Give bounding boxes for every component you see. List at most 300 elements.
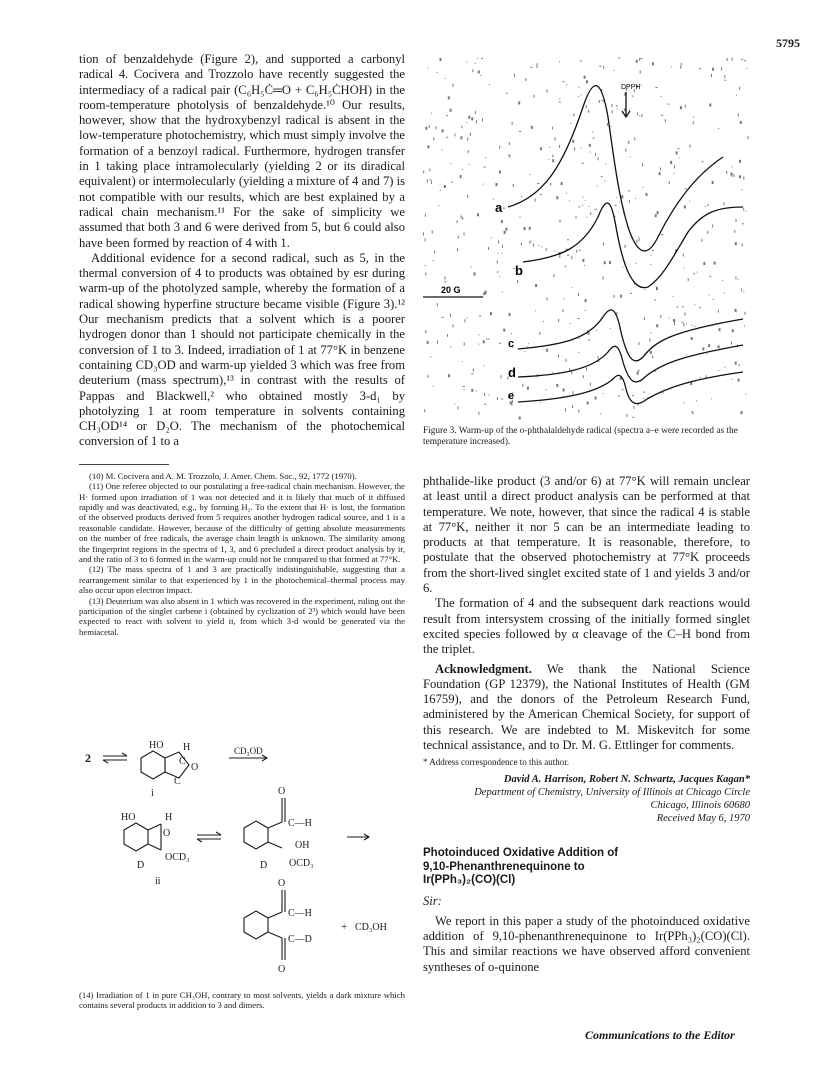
grid-dot <box>590 212 591 215</box>
grid-dot <box>440 58 442 61</box>
grid-dot <box>480 75 481 76</box>
grid-dot <box>433 260 434 261</box>
grid-dot <box>589 144 591 147</box>
atom-ho: HO <box>121 812 136 823</box>
grid-dot <box>566 249 568 250</box>
grid-dot <box>472 69 473 72</box>
grid-dot <box>552 372 553 373</box>
grid-dot <box>564 298 565 299</box>
grid-dot <box>476 390 477 391</box>
grid-dot <box>643 392 645 393</box>
grid-dot <box>427 375 428 378</box>
grid-dot <box>743 292 744 293</box>
grid-dot <box>578 293 579 296</box>
grid-dot <box>563 81 565 82</box>
grid-dot <box>497 272 499 273</box>
grid-dot <box>595 397 597 400</box>
grid-dot <box>696 400 697 401</box>
grid-dot <box>650 332 651 333</box>
grid-dot <box>574 148 575 151</box>
grid-dot <box>462 361 463 362</box>
grid-dot <box>714 262 716 265</box>
grid-dot <box>440 190 441 191</box>
grid-dot <box>474 272 476 275</box>
grid-dot <box>638 342 639 345</box>
grid-dot <box>444 281 446 282</box>
left-column <box>79 52 405 637</box>
paragraph: Additional evidence for a second radical, such as 5, in the thermal conversion of 4 to products was obtained by esr during warm-up of the photolyzed sample, whereby the formation of a radical showing hyperfine structure became visible (Figure 3).¹² Our mechanism predicts that a solvent which is a poorer hydrogen donor than 1 should not participate chemically in the conversion of 1 to 3. Indeed, irradiation of 1 at 77°K in benzene containing CD₃OD and warm-up yielded 3 which was free from deuterium (mass spectrum),¹³ in contrast with the results of Pappas and Blackwell,² who obtained mostly 3-d₁ by photolyzing 1 at room temperature in solvents containing CH₃OD¹⁴ or D₂O. The mechanism of the photochemical conversion of 1 to a <box>79 250 405 449</box>
grid-dot <box>682 306 684 307</box>
grid-dot <box>641 84 642 85</box>
grid-dot <box>442 129 444 132</box>
grid-dot <box>734 230 735 233</box>
atom-o: O <box>278 878 286 889</box>
grid-dot <box>521 196 522 197</box>
grid-dot <box>425 127 427 130</box>
grid-dot <box>448 374 450 377</box>
grid-dot <box>484 404 486 405</box>
grid-dot <box>518 102 520 105</box>
grid-dot <box>466 122 467 123</box>
grid-dot <box>570 323 571 324</box>
grid-dot <box>638 370 640 371</box>
grid-dot <box>571 123 572 124</box>
reagent-label: CD₃OD <box>234 746 263 756</box>
grid-dot <box>468 150 469 153</box>
grid-dot <box>556 196 558 199</box>
grid-dot <box>483 340 485 343</box>
grid-dot <box>744 312 745 315</box>
grid-dot <box>566 84 567 85</box>
paragraph: The formation of 4 and the subsequent dark reactions would result from intersystem crossing of the initially formed singlet excited species followed by α cleavage of the C–H bond from the triplet. <box>423 596 750 657</box>
grid-dot <box>610 328 611 329</box>
grid-dot <box>484 365 485 366</box>
grid-dot <box>464 232 465 235</box>
grid-dot <box>578 96 579 97</box>
grid-dot <box>695 326 696 327</box>
grid-dot <box>519 417 521 420</box>
grid-dot <box>447 334 448 337</box>
grid-dot <box>566 359 567 362</box>
grid-dot <box>530 174 531 175</box>
grid-dot <box>537 183 539 184</box>
grid-dot <box>462 169 463 170</box>
grid-dot <box>559 255 560 258</box>
grid-dot <box>444 185 446 188</box>
grid-dot <box>620 295 622 298</box>
grid-dot <box>425 273 426 276</box>
grid-dot <box>643 187 644 188</box>
grid-dot <box>425 265 426 266</box>
grid-dot <box>586 80 588 83</box>
grid-dot <box>718 310 719 313</box>
grid-dot <box>535 310 536 311</box>
right-column <box>423 474 750 975</box>
grid-dot <box>632 395 634 396</box>
spectrum-trace <box>518 310 743 361</box>
grid-dot <box>726 171 727 174</box>
grid-dot <box>685 105 686 108</box>
grid-dot <box>638 237 639 238</box>
atom-h: H <box>183 742 191 753</box>
grid-dot <box>477 213 479 216</box>
grid-dot <box>686 354 687 355</box>
grid-dot <box>567 239 569 240</box>
grid-dot <box>699 377 700 378</box>
grid-dot <box>719 328 721 331</box>
grid-dot <box>525 351 526 352</box>
grid-dot <box>511 333 512 334</box>
paragraph: tion of benzaldehyde (Figure 2), and supported a carbonyl radical 4. Cocivera and Trozzolo have recently suggested the intermediacy of a radical pair (C₆H₅Ċ═O + C₆H₅ĊHOH) in the room-temperature photolysis of benzaldehyde.¹⁰ Our results, however, show that the hydroxybenzyl radical is absent in the low-temperature photochemistry, which must simply involve the formation of a benzoyl radical. Furthermore, hydrogen transfer in 1 taking place intramolecularly (yielding 2 or its diradical equivalent) or intermolecularly (yielding a mixture of 4 and 7) is not compatible with our results, which are best explained by a radical chain mechanism.¹¹ For the sake of simplicity we assumed that both 3 and 6 were derived from 5, but 6 could also have been formed by reaction of 4 with 1. <box>79 52 405 250</box>
grid-dot <box>540 194 542 195</box>
grid-dot <box>540 402 541 403</box>
grid-dot <box>583 375 584 378</box>
grid-dot <box>446 137 448 138</box>
grid-dot <box>643 398 644 399</box>
grid-dot <box>471 389 473 392</box>
grid-dot <box>425 239 426 242</box>
grid-dot <box>701 239 702 242</box>
grid-dot <box>731 173 733 176</box>
grid-dot <box>453 324 454 327</box>
grid-dot <box>636 240 637 243</box>
grid-dot <box>424 409 425 412</box>
grid-dot <box>744 60 746 61</box>
trace-label-e: e <box>508 390 515 402</box>
grid-dot <box>613 70 614 71</box>
grid-dot <box>711 74 712 77</box>
grid-dot <box>713 299 714 300</box>
grid-dot <box>587 330 588 331</box>
grid-dot <box>565 409 566 412</box>
grid-dot <box>541 247 542 248</box>
grid-dot <box>504 231 506 234</box>
grid-dot <box>674 322 675 325</box>
grid-dot <box>639 238 640 241</box>
grid-dot <box>617 197 618 198</box>
grid-dot <box>552 159 554 162</box>
grid-dot <box>603 66 604 69</box>
grid-dot <box>660 168 661 171</box>
grid-dot <box>476 120 477 123</box>
compound-label-i: i <box>151 788 154 799</box>
grid-dot <box>639 58 640 61</box>
spectrum-trace <box>523 203 743 288</box>
grid-dot <box>499 343 501 344</box>
grid-dot <box>733 174 734 177</box>
grid-dot <box>428 68 429 69</box>
grid-dot <box>433 386 434 387</box>
grid-dot <box>582 259 584 262</box>
grid-dot <box>656 324 658 327</box>
grid-dot <box>739 87 740 90</box>
grid-dot <box>533 244 534 247</box>
grid-dot <box>630 156 631 157</box>
paragraph: phthalide-like product (3 and/or 6) at 77°K will remain unclear at least until a direct product analysis can be performed at that temperature. We note, however, that since the radical 4 is stable at 77°K, neither it nor 5 can be an intermediate leading to products at that temperature. It is reasonable, therefore, to postulate that the observed photochemistry at 77°K proceeds from the short-lived singlet excited state of 1 and yields 3 and/or 6. <box>423 474 750 596</box>
grid-dot <box>690 145 691 148</box>
grid-dot <box>562 309 563 312</box>
grid-dot <box>460 175 462 178</box>
grid-dot <box>684 402 685 403</box>
grid-dot <box>703 262 705 265</box>
grid-dot <box>559 102 561 103</box>
grid-dot <box>676 151 678 154</box>
grid-dot <box>579 87 580 88</box>
grid-dot <box>475 111 476 114</box>
grid-dot <box>735 362 737 365</box>
grid-dot <box>693 273 695 274</box>
grid-dot <box>470 133 471 136</box>
grid-dot <box>691 337 693 340</box>
grid-dot <box>693 117 694 118</box>
grid-dot <box>527 387 529 390</box>
grid-dot <box>712 224 713 227</box>
grid-dot <box>546 248 547 251</box>
grid-dot <box>732 58 733 61</box>
grid-dot <box>488 394 489 395</box>
footnote: (12) The mass spectra of 1 and 3 are practically indistinguishable, suggesting that a rearrangement similar to that experienced by 1 in the photochemical–thermal process may also occur upon electron impact. <box>79 564 405 596</box>
grid-dot <box>588 110 589 113</box>
grid-dot <box>595 209 597 210</box>
grid-dot <box>628 142 629 143</box>
paragraph: We report in this paper a study of the photoinduced oxidative addition of 9,10-phenanthrenequinone to Ir(PPh₃)₂(CO)(Cl). This and similar reactions we have observed afford convenient syntheses of o-quinone <box>423 913 750 974</box>
address-note: * Address correspondence to this author. <box>423 757 569 768</box>
grid-dot <box>531 126 533 129</box>
grid-dot <box>731 176 732 177</box>
grid-dot <box>582 163 584 164</box>
grid-dot <box>559 61 560 62</box>
grid-dot <box>655 214 657 217</box>
grid-dot <box>669 318 670 319</box>
grid-dot <box>671 66 672 67</box>
grid-dot <box>469 164 470 165</box>
left-body-text <box>79 52 405 450</box>
atom-ho: HO <box>149 740 164 751</box>
grid-dot <box>509 142 510 145</box>
grid-dot <box>552 127 553 130</box>
grid-dot <box>582 205 583 206</box>
page-number: 5795 <box>776 36 800 50</box>
grid-dot <box>662 234 663 235</box>
grid-dot <box>738 365 740 366</box>
salutation: Sir: <box>423 893 442 908</box>
grid-dot <box>580 60 582 61</box>
grid-dot <box>425 330 426 333</box>
grid-dot <box>656 287 658 290</box>
grid-dot <box>561 182 563 185</box>
trace-label-a: a <box>495 200 503 215</box>
grid-dot <box>586 367 587 370</box>
grid-dot <box>535 199 536 202</box>
right-body-text <box>423 474 750 753</box>
grid-dot <box>617 109 618 110</box>
grid-dot <box>423 232 424 235</box>
grid-dot <box>431 113 432 114</box>
grid-dot <box>463 386 465 387</box>
grid-dot <box>484 167 486 168</box>
grid-dot <box>442 317 444 318</box>
grid-dot <box>521 243 522 246</box>
grid-dot <box>707 205 709 206</box>
grid-dot <box>634 406 635 409</box>
grid-dot <box>479 316 481 317</box>
grid-dot <box>497 253 498 254</box>
ack-heading: Acknowledgment. <box>435 661 532 676</box>
grid-dot <box>457 220 458 223</box>
grid-dot <box>742 223 744 224</box>
grid-dot <box>548 159 549 160</box>
grid-dot <box>680 66 681 69</box>
grid-dot <box>467 195 468 198</box>
grid-dot <box>497 397 498 400</box>
article-title-line: Photoinduced Oxidative Addition of <box>423 847 619 860</box>
grid-dot <box>461 215 462 218</box>
grid-dot <box>546 389 547 390</box>
grid-dot <box>682 322 684 323</box>
grid-dot <box>599 100 600 103</box>
grid-dot <box>736 276 737 279</box>
grid-dot <box>618 57 620 58</box>
grid-dot <box>699 68 701 69</box>
grid-dot <box>600 413 601 414</box>
grid-dot <box>471 373 473 374</box>
grid-dot <box>681 63 682 66</box>
grid-dot <box>665 119 666 122</box>
grid-dot <box>431 356 432 357</box>
grid-dot <box>549 147 550 148</box>
grid-dot <box>732 329 734 332</box>
grid-dot <box>652 356 653 359</box>
grid-dot <box>718 128 719 129</box>
grid-dot <box>585 310 586 311</box>
footnote-rule <box>79 464 169 465</box>
grid-dot <box>579 250 581 251</box>
grid-dot <box>485 157 486 158</box>
grid-dot <box>668 104 670 105</box>
grid-dot <box>464 389 465 390</box>
grid-dot <box>693 121 694 124</box>
spectrum-trace <box>518 372 743 404</box>
grid-dot <box>517 280 518 283</box>
grid-dot <box>580 95 581 96</box>
grid-dot <box>572 140 574 143</box>
grid-dot <box>432 231 433 234</box>
grid-dot <box>478 71 480 74</box>
grid-dot <box>708 344 710 347</box>
grid-dot <box>481 58 483 59</box>
grid-dot <box>453 84 454 87</box>
acknowledgment <box>423 662 750 754</box>
grid-dot <box>670 161 672 164</box>
grid-dot <box>450 346 451 347</box>
grid-dot <box>721 67 722 70</box>
grid-dot <box>607 123 608 126</box>
grid-dot <box>554 251 555 252</box>
grid-dot <box>475 63 476 64</box>
grid-dot <box>642 164 643 167</box>
grid-dot <box>571 287 572 288</box>
grid-dot <box>576 216 577 219</box>
grid-dot <box>590 383 591 386</box>
grid-dot <box>683 254 684 257</box>
grid-dot <box>724 80 726 81</box>
grid-dot <box>471 117 473 120</box>
atom-o: O <box>278 786 286 797</box>
grid-dot <box>512 122 513 125</box>
grid-dot <box>484 393 485 396</box>
grid-dot <box>738 379 740 382</box>
atom-ocd3: OCD₃ <box>289 858 314 869</box>
grid-dot <box>639 116 640 117</box>
grid-dot <box>599 66 601 67</box>
grid-dot <box>727 58 728 61</box>
grid-dot <box>454 403 455 404</box>
grid-dot <box>546 349 548 352</box>
grid-dot <box>649 339 650 342</box>
atom-oh: OH <box>295 840 310 851</box>
article-title-line: 9,10-Phenanthrenequinone to <box>423 860 585 873</box>
grid-dot <box>583 197 584 198</box>
grid-dot <box>702 161 704 162</box>
coproduct-label: CD₃OH <box>355 922 387 933</box>
grid-dot <box>736 219 737 222</box>
grid-dot <box>684 205 686 208</box>
grid-dot <box>660 315 661 318</box>
grid-dot <box>731 342 732 345</box>
grid-dot <box>709 104 711 107</box>
grid-dot <box>674 165 675 168</box>
grid-dot <box>743 177 744 180</box>
spectrum-trace <box>518 345 743 382</box>
grid-dot <box>601 100 603 101</box>
grid-dot <box>486 339 487 340</box>
grid-dot <box>467 318 468 319</box>
grid-dot <box>565 266 567 267</box>
grid-dot <box>705 206 706 207</box>
grid-dot <box>589 206 590 207</box>
grid-dot <box>490 312 492 315</box>
atom-o: O <box>278 964 286 975</box>
footnote: (11) One referee objected to our postulating a free-radical chain mechanism. However, the H· formed upon irradiation of 1 was not detected and it is likely that much of it diffused rapidly and was deactivated, e.g., by forming H₂. To the extent that H· is lost, the formation of the observed products derived from 5 requires another hydrogen radical source, and 1 is a reasonable candidate. However, because of the difficulty of getting absolute measurements on the number of free radicals, the average chain length is unknown. The similarity among the fingerprint regions in the spectra of 1, 3, and 6 precluded a direct product analysis by ir, and the ratio of 3 to 6 formed in the warm-up could not be compared to that formed at 77°K. <box>79 481 405 564</box>
grid-dot <box>659 172 661 175</box>
grid-dot <box>530 67 532 68</box>
grid-dot <box>738 279 739 280</box>
grid-dot <box>528 343 529 344</box>
grid-dot <box>454 133 455 136</box>
grid-dot <box>645 289 646 290</box>
grid-dot <box>501 220 503 223</box>
grid-dot <box>689 201 690 202</box>
grid-dot <box>656 286 657 287</box>
grid-dot <box>514 74 515 77</box>
authors: David A. Harrison, Robert N. Schwartz, Jacques Kagan* <box>503 774 750 786</box>
grid-dot <box>569 200 570 201</box>
grid-dot <box>595 153 596 156</box>
grid-dot <box>563 388 565 391</box>
grid-dot <box>736 95 737 96</box>
footnote: (10) M. Cocivera and A. M. Trozzolo, J. Amer. Chem. Soc., 92, 1772 (1970). <box>89 470 357 481</box>
grid-dot <box>629 141 630 144</box>
grid-dot <box>464 343 465 346</box>
grid-dot <box>437 341 438 344</box>
grid-dot <box>694 304 695 305</box>
atom-ocd3: OCD₃ <box>165 852 190 863</box>
dpph-label: DPPH <box>621 84 641 91</box>
grid-dot <box>660 96 661 97</box>
grid-dot <box>576 250 577 253</box>
grid-dot <box>524 227 526 230</box>
grid-dot <box>558 319 559 322</box>
